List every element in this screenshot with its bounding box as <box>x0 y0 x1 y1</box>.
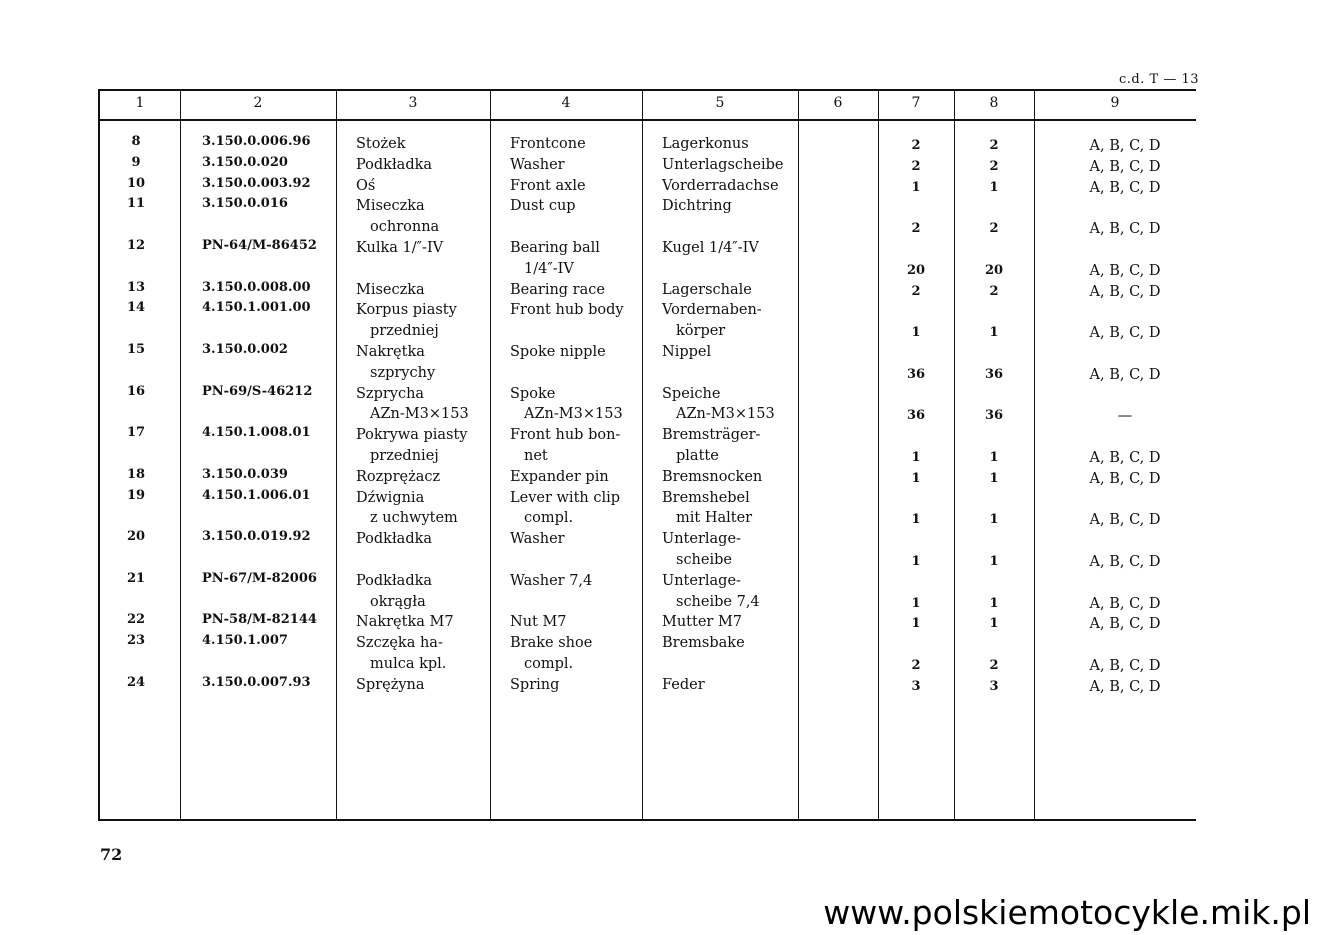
name-polish: okrągła <box>370 593 426 610</box>
quantity-col8: 2 <box>989 283 999 299</box>
quantity-col7: 1 <box>911 616 921 632</box>
quantity-col8: 1 <box>989 616 999 632</box>
name-english: Frontcone <box>510 136 586 152</box>
column-divider <box>180 91 181 819</box>
name-polish: Szprycha <box>356 385 425 402</box>
item-number: 19 <box>126 487 146 503</box>
name-polish: z uchwytem <box>370 510 458 527</box>
column-divider <box>878 91 879 819</box>
name-german: scheibe 7,4 <box>676 593 760 610</box>
header-divider <box>100 119 1196 121</box>
quantity-col8: 2 <box>989 158 999 174</box>
versions: A, B, C, D <box>1089 158 1161 175</box>
part-number: 3.150.0.008.00 <box>202 279 311 295</box>
name-english: compl. <box>524 510 574 527</box>
part-number: PN-58/M-82144 <box>202 612 317 628</box>
name-polish: Korpus piasty <box>356 302 457 319</box>
name-polish: Szczęka ha- <box>356 635 443 652</box>
quantity-col7: 1 <box>911 179 921 195</box>
quantity-col7: 1 <box>911 512 921 528</box>
versions: A, B, C, D <box>1089 616 1161 633</box>
part-number: 3.150.0.002 <box>202 342 288 357</box>
part-number: 4.150.1.008.01 <box>202 425 311 441</box>
header-cell-9: 9 <box>1110 95 1120 111</box>
name-german: Bremshebel <box>662 489 750 506</box>
header-cell-8: 8 <box>989 95 999 111</box>
name-german: Vordernaben- <box>662 302 762 319</box>
column-divider <box>336 91 337 819</box>
name-german: Bremsbake <box>662 635 745 652</box>
quantity-col7: 1 <box>911 595 921 611</box>
part-number: 3.150.0.007.93 <box>202 674 311 690</box>
item-number: 14 <box>126 300 146 316</box>
quantity-col8: 1 <box>989 449 999 465</box>
quantity-col8: 1 <box>989 512 999 528</box>
name-german: Mutter M7 <box>662 614 743 631</box>
item-number: 13 <box>126 279 146 295</box>
quantity-col7: 20 <box>906 262 926 278</box>
name-english: Washer 7,4 <box>510 572 593 589</box>
name-german: Vorderradachse <box>662 177 779 194</box>
item-number: 11 <box>126 196 146 212</box>
name-english: Expander pin <box>510 468 609 485</box>
part-number: 4.150.1.006.01 <box>202 487 311 503</box>
part-number: 3.150.0.039 <box>202 466 288 482</box>
name-polish: AZn-M3×153 <box>370 406 469 423</box>
item-number: 20 <box>126 529 146 545</box>
quantity-col8: 20 <box>984 262 1004 278</box>
versions: A, B, C, D <box>1089 221 1161 238</box>
header-cell-2: 2 <box>253 95 263 111</box>
header-cell-4: 4 <box>561 95 571 111</box>
item-number: 24 <box>126 674 146 690</box>
website-watermark: www.polskiemotocykle.mik.pl <box>823 893 1311 932</box>
part-number: 4.150.1.001.00 <box>202 300 311 316</box>
name-english: Washer <box>510 531 565 548</box>
quantity-col7: 36 <box>906 366 926 382</box>
name-polish: Podkładka <box>356 572 433 589</box>
quantity-col7: 2 <box>911 283 921 299</box>
name-english: Brake shoe <box>510 635 593 652</box>
item-number: 8 <box>131 134 141 149</box>
quantity-col7: 2 <box>911 138 921 153</box>
item-number: 17 <box>126 425 146 441</box>
name-polish: przedniej <box>370 447 439 464</box>
name-german: platte <box>676 447 719 464</box>
name-english: Spoke <box>510 385 556 402</box>
part-number: 3.150.0.016 <box>202 196 288 212</box>
name-english: Lever with clip <box>510 489 621 506</box>
name-german: Unterlagscheibe <box>662 156 784 173</box>
name-english: Spoke nipple <box>510 344 606 360</box>
name-english: 1/4″-IV <box>524 260 574 277</box>
column-divider <box>1034 91 1035 819</box>
quantity-col8: 1 <box>989 595 999 611</box>
name-english: Front axle <box>510 177 586 194</box>
name-english: Front hub body <box>510 302 624 319</box>
item-number: 10 <box>126 175 146 191</box>
name-german: Dichtring <box>662 198 732 215</box>
quantity-col8: 1 <box>989 179 999 195</box>
quantity-col8: 2 <box>989 138 999 153</box>
name-german: scheibe <box>676 551 732 568</box>
quantity-col7: 1 <box>911 325 921 341</box>
name-english: Dust cup <box>510 198 576 215</box>
name-polish: Nakrętka M7 <box>356 614 454 631</box>
header-cell-6: 6 <box>833 95 843 111</box>
quantity-col8: 1 <box>989 553 999 569</box>
header-cell-7: 7 <box>911 95 921 111</box>
name-german: AZn-M3×153 <box>676 406 775 423</box>
item-number: 12 <box>126 238 146 253</box>
item-number: 18 <box>126 466 146 482</box>
name-english: compl. <box>524 655 574 672</box>
part-number: 3.150.0.003.92 <box>202 175 311 191</box>
name-english: Front hub bon- <box>510 427 621 444</box>
name-german: Unterlage- <box>662 572 741 589</box>
header-cell-3: 3 <box>408 95 418 111</box>
quantity-col7: 2 <box>911 158 921 174</box>
name-polish: ochronna <box>370 219 440 236</box>
versions: A, B, C, D <box>1089 470 1161 487</box>
versions: A, B, C, D <box>1089 449 1161 466</box>
name-german: Bremsnocken <box>662 468 763 485</box>
versions: A, B, C, D <box>1089 657 1161 674</box>
name-english: Bearing ball <box>510 240 600 256</box>
name-german: körper <box>676 323 726 340</box>
quantity-col8: 1 <box>989 325 999 341</box>
item-number: 9 <box>131 154 141 170</box>
name-polish: mulca kpl. <box>370 655 447 672</box>
name-english: Bearing race <box>510 281 605 298</box>
name-english: AZn-M3×153 <box>524 406 623 423</box>
item-number: 21 <box>126 570 146 586</box>
header-cell-5: 5 <box>715 95 725 111</box>
name-english: Spring <box>510 676 560 693</box>
name-polish: Dźwignia <box>356 489 425 506</box>
name-polish: Stożek <box>356 136 406 152</box>
name-polish: szprychy <box>370 364 436 381</box>
quantity-col7: 36 <box>906 408 926 424</box>
quantity-col7: 3 <box>911 678 921 694</box>
part-number: PN-69/S-46212 <box>202 383 313 399</box>
column-divider <box>642 91 643 819</box>
versions: — <box>1117 408 1133 425</box>
quantity-col8: 2 <box>989 657 999 673</box>
versions: A, B, C, D <box>1089 138 1161 154</box>
name-german: Feder <box>662 676 705 693</box>
versions: A, B, C, D <box>1089 366 1161 383</box>
versions: A, B, C, D <box>1089 262 1161 279</box>
name-german: Bremsträger- <box>662 427 761 444</box>
page-reference: c.d. T — 13 <box>1119 72 1199 87</box>
name-polish: Oś <box>356 177 376 194</box>
versions: A, B, C, D <box>1089 283 1161 300</box>
name-polish: Kulka 1/″-IV <box>356 240 444 256</box>
versions: A, B, C, D <box>1089 678 1161 695</box>
versions: A, B, C, D <box>1089 179 1161 196</box>
quantity-col7: 1 <box>911 553 921 569</box>
quantity-col8: 3 <box>989 678 999 694</box>
name-german: Speiche <box>662 385 721 402</box>
quantity-col8: 36 <box>984 408 1004 424</box>
part-number: 4.150.1.007 <box>202 633 288 649</box>
name-polish: Podkładka <box>356 156 433 173</box>
name-english: Nut M7 <box>510 614 567 631</box>
name-english: net <box>524 447 548 464</box>
part-number: 3.150.0.020 <box>202 154 288 170</box>
quantity-col7: 2 <box>911 657 921 673</box>
name-german: Unterlage- <box>662 531 741 548</box>
name-english: Washer <box>510 156 565 173</box>
quantity-col8: 1 <box>989 470 999 486</box>
name-german: Nippel <box>662 344 712 360</box>
versions: A, B, C, D <box>1089 325 1161 342</box>
part-number: 3.150.0.006.96 <box>202 134 311 149</box>
versions: A, B, C, D <box>1089 512 1161 529</box>
quantity-col7: 1 <box>911 470 921 486</box>
name-german: Lagerkonus <box>662 136 749 152</box>
quantity-col8: 36 <box>984 366 1004 382</box>
name-polish: Rozprężacz <box>356 468 441 485</box>
item-number: 15 <box>126 342 146 357</box>
name-german: mit Halter <box>676 510 753 527</box>
name-polish: Podkładka <box>356 531 433 548</box>
versions: A, B, C, D <box>1089 595 1161 612</box>
name-polish: Sprężyna <box>356 676 425 693</box>
part-number: PN-64/M-86452 <box>202 238 317 253</box>
quantity-col7: 1 <box>911 449 921 465</box>
part-number: PN-67/M-82006 <box>202 570 317 586</box>
column-divider <box>798 91 799 819</box>
header-cell-1: 1 <box>135 95 145 111</box>
item-number: 23 <box>126 633 146 649</box>
parts-table <box>98 89 1196 821</box>
part-number: 3.150.0.019.92 <box>202 529 311 545</box>
item-number: 16 <box>126 383 146 399</box>
column-divider <box>490 91 491 819</box>
item-number: 22 <box>126 612 146 628</box>
name-polish: przedniej <box>370 323 439 340</box>
name-polish: Miseczka <box>356 198 425 215</box>
name-german: Lagerschale <box>662 281 752 298</box>
page-number: 72 <box>100 845 123 864</box>
name-polish: Miseczka <box>356 281 425 298</box>
name-polish: Nakrętka <box>356 344 425 360</box>
name-german: Kugel 1/4″-IV <box>662 240 759 256</box>
name-polish: Pokrywa piasty <box>356 427 468 444</box>
quantity-col8: 2 <box>989 221 999 237</box>
versions: A, B, C, D <box>1089 553 1161 570</box>
quantity-col7: 2 <box>911 221 921 237</box>
